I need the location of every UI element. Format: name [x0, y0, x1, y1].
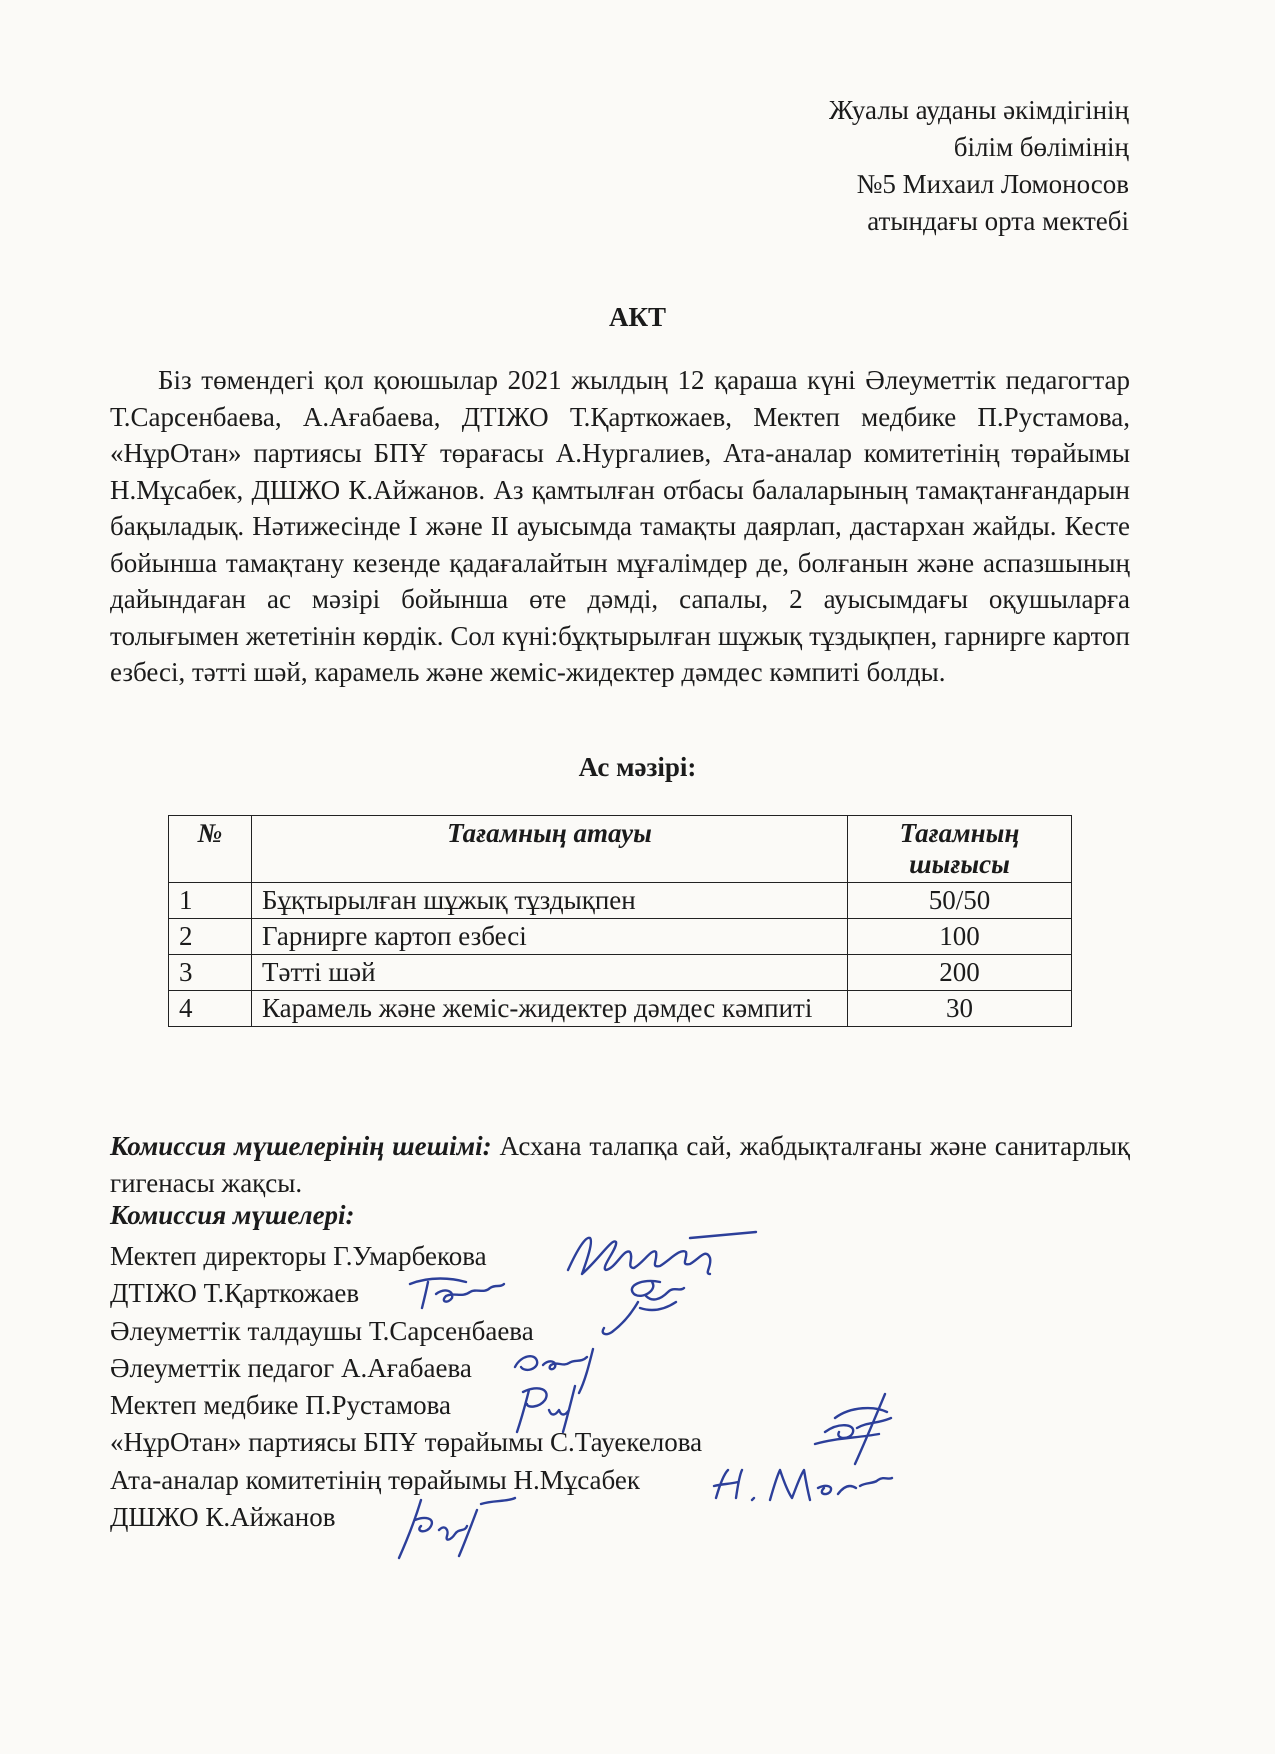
menu-table-header-row: [169, 816, 1072, 883]
header-line: №5 Михаил Ломоносов: [856, 169, 1129, 199]
member-line: ДТІЖО Т.Қарткожаев: [110, 1278, 360, 1309]
dish-name: Тәтті шәй: [252, 955, 848, 991]
dish-output: 30: [848, 991, 1072, 1027]
dish-output: 200: [848, 955, 1072, 991]
member-line: Әлеуметтік талдаушы Т.Сарсенбаева: [110, 1315, 534, 1346]
table-row: [169, 955, 1072, 991]
signature-dtizho: [400, 1270, 510, 1312]
dish-output: 50/50: [848, 883, 1072, 919]
signature-parents-committee: [700, 1460, 900, 1510]
dish-name: Гарнирге картоп езбесі: [252, 919, 848, 955]
row-number: 2: [169, 919, 252, 955]
member-line: Ата-аналар комитетінің төрайымы Н.Мұсабек: [110, 1464, 641, 1495]
signature-dshzho: [385, 1490, 525, 1565]
menu-table: [168, 815, 1072, 1027]
signature-social-analyst: [590, 1272, 700, 1342]
menu-title: Ас мәзірі:: [578, 752, 697, 782]
member-line: Мектеп директоры Г.Умарбекова: [110, 1241, 487, 1271]
dish-output: 100: [848, 919, 1072, 955]
member-line: ДШЖО К.Айжанов: [110, 1502, 336, 1533]
menu-header-dish-name: Тағамның атауы: [252, 816, 848, 883]
menu-header-output: Тағамның шығысы: [848, 816, 1072, 883]
members-title: Комиссия мүшелері:: [110, 1200, 355, 1230]
member-line: Әлеуметтік педагог А.Ағабаева: [110, 1352, 472, 1383]
row-number: 1: [169, 883, 252, 919]
commission-decision: [110, 1128, 1130, 1202]
row-number: 3: [169, 955, 252, 991]
dish-name: Бұқтырылған шұжық тұздықпен: [252, 883, 848, 919]
signature-nurotan: [795, 1388, 905, 1468]
header-line: атындағы орта мектебі: [867, 206, 1129, 236]
row-number: 4: [169, 991, 252, 1027]
member-line: «НұрОтан» партиясы БПҰ төрайымы С.Тауекелова: [110, 1427, 703, 1458]
act-body-paragraph: Біз төмендегі қол қоюшылар 2021 жылдың 12 қараша күні Әлеуметтік педагогтар Т.Сарсенбаева, А.Ағабаева, ДТІЖО Т.Қарткожаев, Мектеп медбике П.Рустамова, «НұрОтан» партиясы БПҰ төрағасы А.Нургалиев, Ата-аналар комитетінің төрайымы Н.Мұсабек, ДШЖО К.Айжанов. Аз қамтылған отбасы балаларының тамақтанғандарын бақыладық. Нәтижесінде I және II ауысымда тамақты даярлап, дастархан жайды. Кесте бойынша тамақтану кезенде қадағалайтын мұғалімдер де, болғанын және аспазшының дайындаған ас мәзірі бойынша өте дәмді, сапалы, 2 ауысымдағы оқушыларға толығымен жететінін көрдік. Сол күні:бұқтырылған шұжық тұздықпен, гарнирге картоп езбесі, тәтті шәй, карамель және жеміс-жидектер дәмдес кәмпиті болды.: [110, 365, 1130, 687]
dish-name: Карамель және жеміс-жидектер дәмдес кәмпиті: [252, 991, 848, 1027]
school-header: [829, 92, 1129, 240]
header-line: Жуалы ауданы әкімдігінің: [829, 95, 1129, 125]
table-row: [169, 919, 1072, 955]
member-line: Мектеп медбике П.Рустамова: [110, 1390, 452, 1421]
decision-text: Асхана талапқа сай, жабдықталғаны және санитарлық гигенасы жақсы.: [110, 1131, 1130, 1198]
document-title: АКТ: [608, 302, 667, 332]
header-line: білім бөлімінің: [953, 132, 1129, 162]
menu-header-number: №: [169, 816, 252, 883]
signature-school-nurse: [505, 1376, 595, 1440]
table-row: [169, 883, 1072, 919]
table-row: [169, 991, 1072, 1027]
decision-label: Комиссия мүшелерінің шешімі:: [110, 1131, 492, 1161]
